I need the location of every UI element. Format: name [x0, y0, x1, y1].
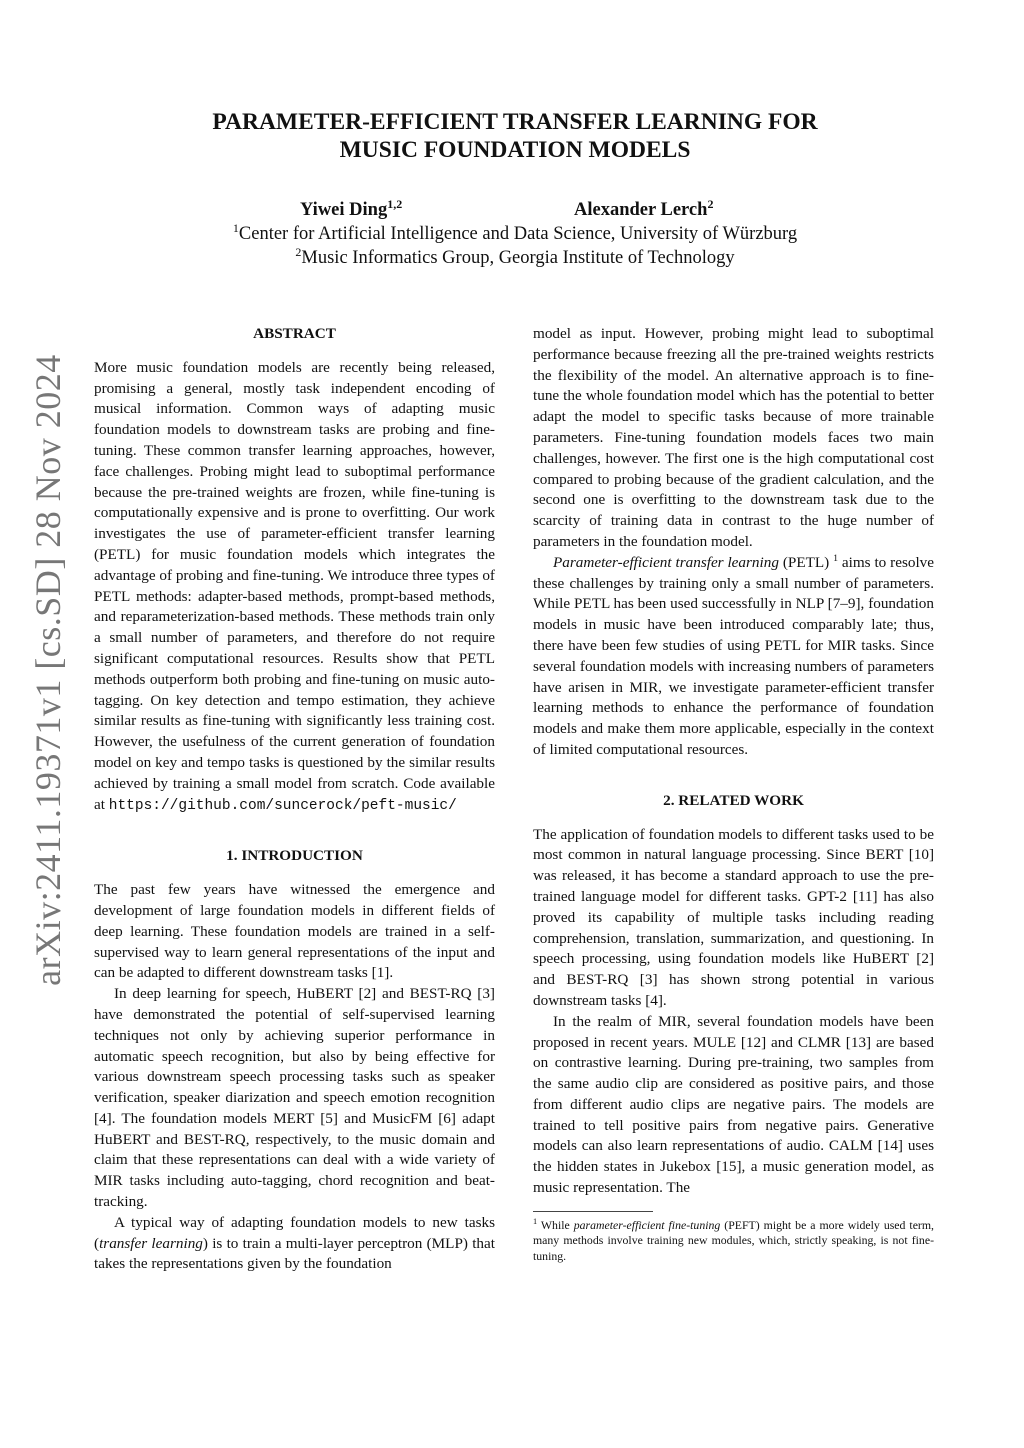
arxiv-stamp — [8, 230, 88, 1110]
intro-paragraph-petl — [533, 553, 934, 761]
title-line-2: MUSIC FOUNDATION MODELS — [339, 137, 691, 163]
footnote-ref: 1 — [833, 552, 839, 564]
petl-abbrev: (PETL) — [782, 553, 830, 571]
related-paragraph-2: In the realm of MIR, several foundation models have been proposed in recent years. MULE [12] and CLMR [13] are based on contrastive learning. During pre-training, two samples from the same audio clip are considered as positive pairs, and those from different audio clips are negative pairs. The models are trained to tell positive pairs from negative pairs. Generative models can also learn representations of audio. CALM [14] uses the hidden states in Jukebox [15], a music generation model, as music representation. The — [533, 1012, 934, 1197]
intro-p3-start: A typical way of adapting foundation models to new tasks ( — [94, 1213, 495, 1252]
paper-title — [94, 108, 936, 164]
affiliation-2-text: Music Informatics Group, Georgia Institute of Technology — [301, 248, 735, 268]
author-block — [94, 198, 936, 270]
abstract-heading: ABSTRACT — [253, 325, 336, 342]
author-names — [94, 198, 936, 222]
code-link[interactable]: https://github.com/suncerock/peft-music/ — [108, 797, 457, 814]
related-work-heading: 2. RELATED WORK — [663, 791, 804, 809]
intro-p3-emphasis: transfer learning — [99, 1234, 203, 1252]
author-2 — [574, 198, 713, 222]
intro-paragraph-continued: model as input. However, probing might lead to suboptimal performance because freezing all the pre-trained weights restricts the flexibility of the model. An alternative approach is to fine-tune the whole foundation model which has the potential to better adapt the model to specific tasks because of more trainable parameters. Fine-tuning foundation models faces two main challenges, however. The first one is the high computational cost compared to probing because of the gradient calculation, and the second one is overfitting to the downstream task due to the scarcity of training data in contrast to the huge number of parameters in the foundation model. — [533, 325, 934, 550]
author-2-marks: 2 — [707, 196, 714, 211]
arxiv-stamp-text: arXiv:2411.19371v1 [cs.SD] 28 Nov 2024 — [28, 354, 68, 986]
abstract-text — [94, 358, 495, 817]
footnote-start: While — [540, 1217, 570, 1232]
affiliation-2-mark: 2 — [295, 244, 302, 259]
footnote-mark: 1 — [533, 1216, 538, 1226]
footnote-rest: (PEFT) might be a more widely used term, many methods involve training new modules, which, strictly speaking, is not fine-tuning. — [533, 1217, 934, 1263]
affiliation-1 — [94, 222, 936, 246]
intro-paragraph-1: The past few years have witnessed the emergence and development of large foundation models in different fields of deep learning. These foundation models are trained in a self-supervised way to learn general representations of the input and can be adapted to different downstream tasks [1]. — [94, 881, 495, 982]
intro-paragraph-2: In deep learning for speech, HuBERT [2] and BEST-RQ [3] have demonstrated the potential of self-supervised learning techniques not only by achieving superior performance in automatic speech recognition, but also by being effective for various downstream speech processing tasks such as speaker verification, speaker diarization and speech emotion recognition [4]. The foundation models MERT [5] and MusicFM [6] adapt HuBERT and BEST-RQ, respectively, to the music domain and claim that these representations can deal with a wide variety of MIR tasks including auto-tagging, chord recognition and beat-tracking. — [94, 985, 495, 1211]
author-2-name: Alexander Lerch — [574, 200, 708, 220]
petl-term: Parameter-efficient transfer learning — [553, 553, 779, 571]
introduction-heading: 1. INTRODUCTION — [226, 847, 363, 865]
related-paragraph-1: The application of foundation models to different tasks used to be most common in natural language processing. Since BERT [10] was released, it has become a standard approach to use the pre-trained language model for different tasks. GPT-2 [11] has also proved its capability of multiple tasks including reading comprehension, translation, summarization, and questioning. In speech processing, using foundation models like HuBERT [2] and BEST-RQ [3] has shown strong potential in various downstream tasks [4]. — [533, 825, 934, 1009]
petl-rest: aims to resolve these challenges by training only a small number of parameters. While PETL has been used successfully in NLP [7–9], foundation models in music have been introduced comparably late; thus, there have been few studies of using PETL for MIR tasks. Since several foundation models with increasing numbers of parameters have arisen in MIR, we investigate parameter-efficient transfer learning methods to enhance the performance of foundation models and make them more applicable, especially in the context of limited computational resources. — [533, 553, 935, 758]
footnote-emphasis: parameter-efficient fine-tuning — [573, 1217, 721, 1232]
footnote — [533, 1218, 934, 1265]
abstract-body: More music foundation models are recently being released, promising a general, mostly task independent encoding of musical information. Common ways of adapting music foundation models to downstream tasks are probing and fine-tuning. These common transfer learning approaches, however, face challenges. Probing might lead to suboptimal performance because the pre-trained weights are frozen, while fine-tuning is computationally expensive and is prone to overfitting. Our work investigates the use of parameter-efficient transfer learning (PETL) for music foundation models which integrates the advantage of probing and fine-tuning. We introduce three types of PETL methods: adapter-based methods, prompt-based methods, and reparameterization-based methods. These methods train only a small number of parameters, and therefore do not require significant computational resources. Results show that PETL methods outperform both probing and fine-tuning on music auto-tagging. On key detection and tempo estimation, they achieve similar results as fine-tuning with significantly less training cost. However, the usefulness of the current generation of foundation model on key and tempo tasks is questioned by the similar results achieved by training a small model from scratch. Code available at — [94, 358, 495, 813]
affiliation-2 — [94, 246, 936, 270]
title-line-1: PARAMETER-EFFICIENT TRANSFER LEARNING FOR — [212, 109, 818, 135]
author-1-marks: 1,2 — [387, 196, 403, 211]
author-1 — [300, 198, 402, 222]
author-1-name: Yiwei Ding — [300, 200, 388, 220]
affiliation-1-mark: 1 — [232, 220, 239, 235]
right-column — [533, 324, 934, 1264]
intro-paragraph-3 — [94, 1213, 495, 1275]
left-column — [94, 324, 495, 1275]
footnote-divider — [533, 1211, 653, 1212]
affiliation-1-text: Center for Artificial Intelligence and Data Science, University of Würzburg — [238, 224, 798, 244]
intro-p3-end: ) is to train a multi-layer perceptron (MLP) that takes the representations given by the foundation — [94, 1234, 495, 1273]
